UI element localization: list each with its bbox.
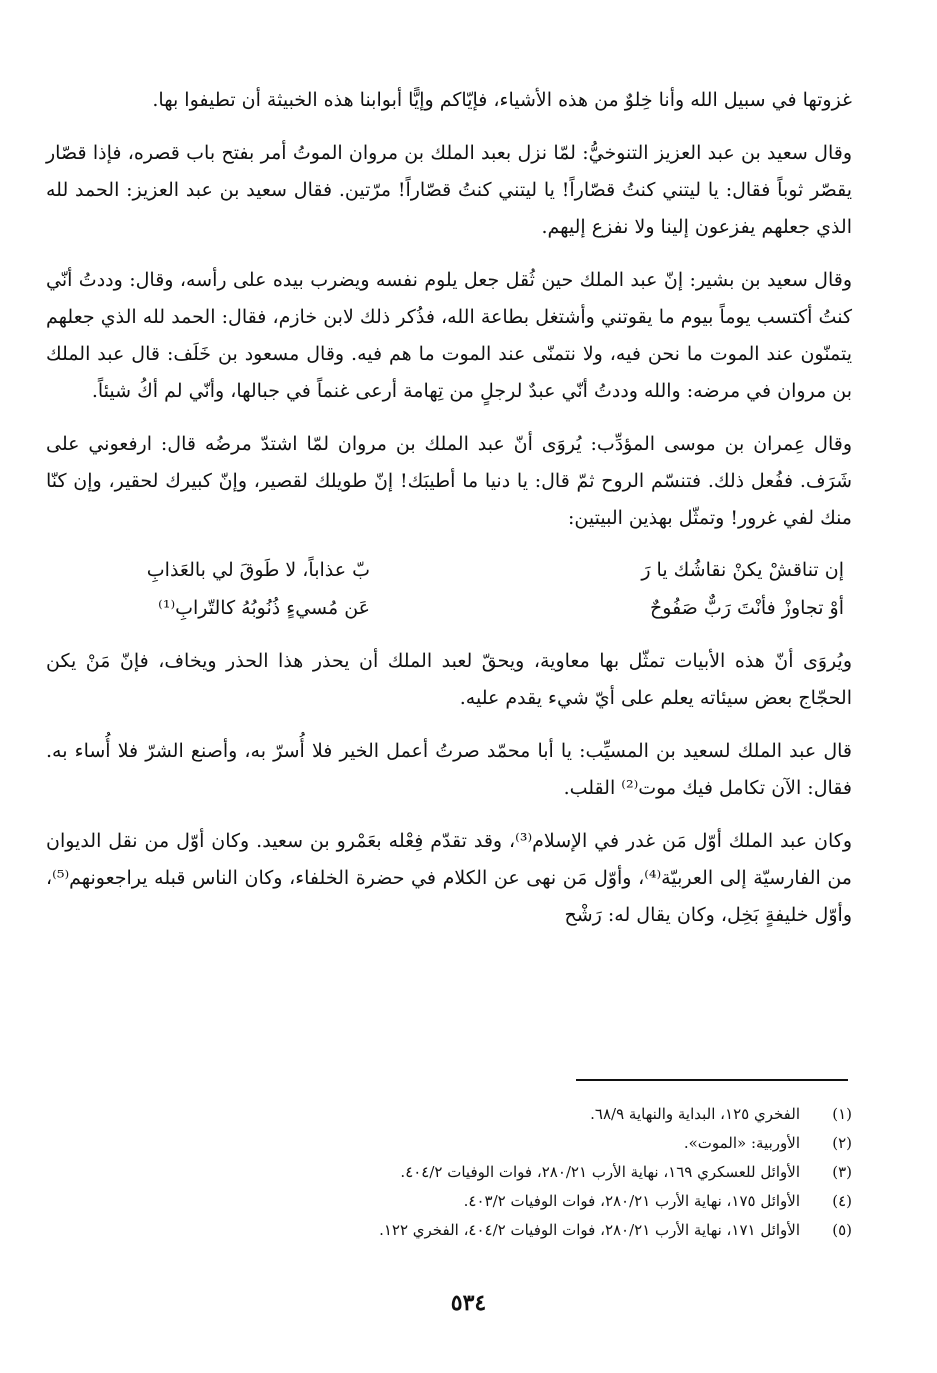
footnote-text: الأوائل ١٧٥، نهاية الأرب ٢٨٠/٢١، فوات الوفيات ٤٠٣/٢. bbox=[463, 1192, 800, 1210]
footnote bbox=[46, 1100, 852, 1129]
footnote-text: الفخري ١٢٥، البداية والنهاية ٦٨/٩. bbox=[590, 1105, 800, 1123]
footnote-text: الأوائل للعسكري ١٦٩، نهاية الأرب ٢٨٠/٢١، فوات الوفيات ٤٠٤/٢. bbox=[400, 1163, 800, 1181]
paragraph: وكان عبد الملك أوّل مَن غدر في الإسلام⁽³⁾، وقد تقدّم فِعْله بعَمْرو بن سعيد. وكان أوّل من نقل الديوان من الفارسيّة إلى العربيّة⁽⁴⁾، وأوّل مَن نهى عن الكلام في حضرة الخلفاء، وكان الناس قبله يراجعونهم⁽⁵⁾، وأوّل خليفةٍ بَخِل، وكان يقال له: رَشْح bbox=[46, 830, 852, 926]
footnote-number: (٢) bbox=[832, 1134, 852, 1152]
footnote-number: (٣) bbox=[832, 1163, 852, 1181]
verse-first-hemistich: إن تناقشْ يكنْ نقاشُك يا رَ bbox=[641, 559, 844, 581]
verse-second-hemistich: عَن مُسيءٍ ذُنُوبُهُ كالتّرابِ⁽¹⁾ bbox=[158, 597, 370, 619]
paragraph: قال عبد الملك لسعيد بن المسيِّب: يا أبا محمّد صرتُ أعمل الخير فلا أُسرّ به، وأصنع الشرّ فلا أُساء به. فقال: الآن تكامل فيك موت⁽²⁾ القلب. bbox=[46, 740, 852, 799]
footnote bbox=[46, 1187, 852, 1216]
footnote bbox=[46, 1216, 852, 1245]
paragraph: وقال عِمران بن موسى المؤدِّب: يُروَى أنّ عبد الملك بن مروان لمّا اشتدّ مرضُه قال: ارفعوني على شَرَف. ففُعل ذلك. فتنسّم الروح ثمّ قال: يا دنيا ما أطيبَك! إنّ طويلك لقصير، وإنّ كبيرك لحقير، وإن كنّا منك لفي غرور! وتمثّل بهذين البيتين: bbox=[46, 433, 852, 529]
footnote-number: (١) bbox=[832, 1105, 852, 1123]
verse-second-hemistich: بّ عذاباً، لا طَوقَ لي بالعَذابِ bbox=[146, 559, 370, 581]
paragraph: وقال سعيد بن بشير: إنّ عبد الملك حين ثُقل جعل يلوم نفسه ويضرب بيده على رأسه، وقال: وددتُ أنّي كنتُ أكتسب يوماً بيوم ما يقوتني وأشتغل بطاعة الله، فذُكر ذلك لابن خازم، فقال: الحمد لله الذي جعلهم يتمنّون عند الموت ما نحن فيه، ولا نتمنّى عند الموت ما هم فيه. وقال مسعود بن خَلَف: قال عبد الملك بن مروان في مرضه: والله وددتُ أنّي عبدٌ لرجلٍ من تِهامة أرعى غنماً في جبالها، وأنّي لم أكُ شيئاً. bbox=[46, 269, 852, 402]
paragraph: ويُروَى أنّ هذه الأبيات تمثّل بها معاوية، ويحقّ لعبد الملك أن يحذر هذا الحذر ويخاف، فإنّ مَنْ يكن الحجّاج بعض سيئاته يعلم على أيّ شيء يقدم عليه. bbox=[46, 650, 852, 709]
footnote-text: الأوائل ١٧١، نهاية الأرب ٢٨٠/٢١، فوات الوفيات ٤٠٤/٢، الفخري ١٢٢. bbox=[379, 1221, 800, 1239]
paragraph: وقال سعيد بن عبد العزيز التنوخيُّ: لمّا نزل بعبد الملك بن مروان الموتُ أمر بفتح باب قصره، فإذا قصّار يقصّر ثوباً فقال: يا ليتني كنتُ قصّاراً! يا ليتني كنتُ قصّاراً! مرّتين. فقال سعيد بن عبد العزيز: الحمد لله الذي جعلهم يفزعون إلينا ولا نفزع إليهم. bbox=[46, 142, 852, 238]
footnotes bbox=[46, 1100, 852, 1245]
paragraph: غزوتها في سبيل الله وأنا خِلوٌ من هذه الأشياء، فإيّاكم وإيًّا أبوابنا هذه الخبيثة أن تطيفوا بها. bbox=[152, 89, 852, 111]
footnote bbox=[46, 1158, 852, 1187]
page-number: ٥٣٤ bbox=[450, 1290, 487, 1316]
footnote bbox=[46, 1129, 852, 1158]
poem-verse bbox=[54, 551, 844, 589]
footnote-number: (٤) bbox=[832, 1192, 852, 1210]
verse-first-hemistich: أوْ تجاوزْ فأنْتَ رَبٌّ صَفُوحٌ bbox=[649, 597, 844, 619]
poem-verse bbox=[54, 589, 844, 627]
page-body bbox=[46, 82, 852, 942]
footnote-number: (٥) bbox=[832, 1221, 852, 1239]
poem bbox=[46, 551, 852, 627]
footnote-text: الأوربية: «الموت». bbox=[683, 1134, 800, 1152]
footnote-divider bbox=[576, 1079, 848, 1081]
